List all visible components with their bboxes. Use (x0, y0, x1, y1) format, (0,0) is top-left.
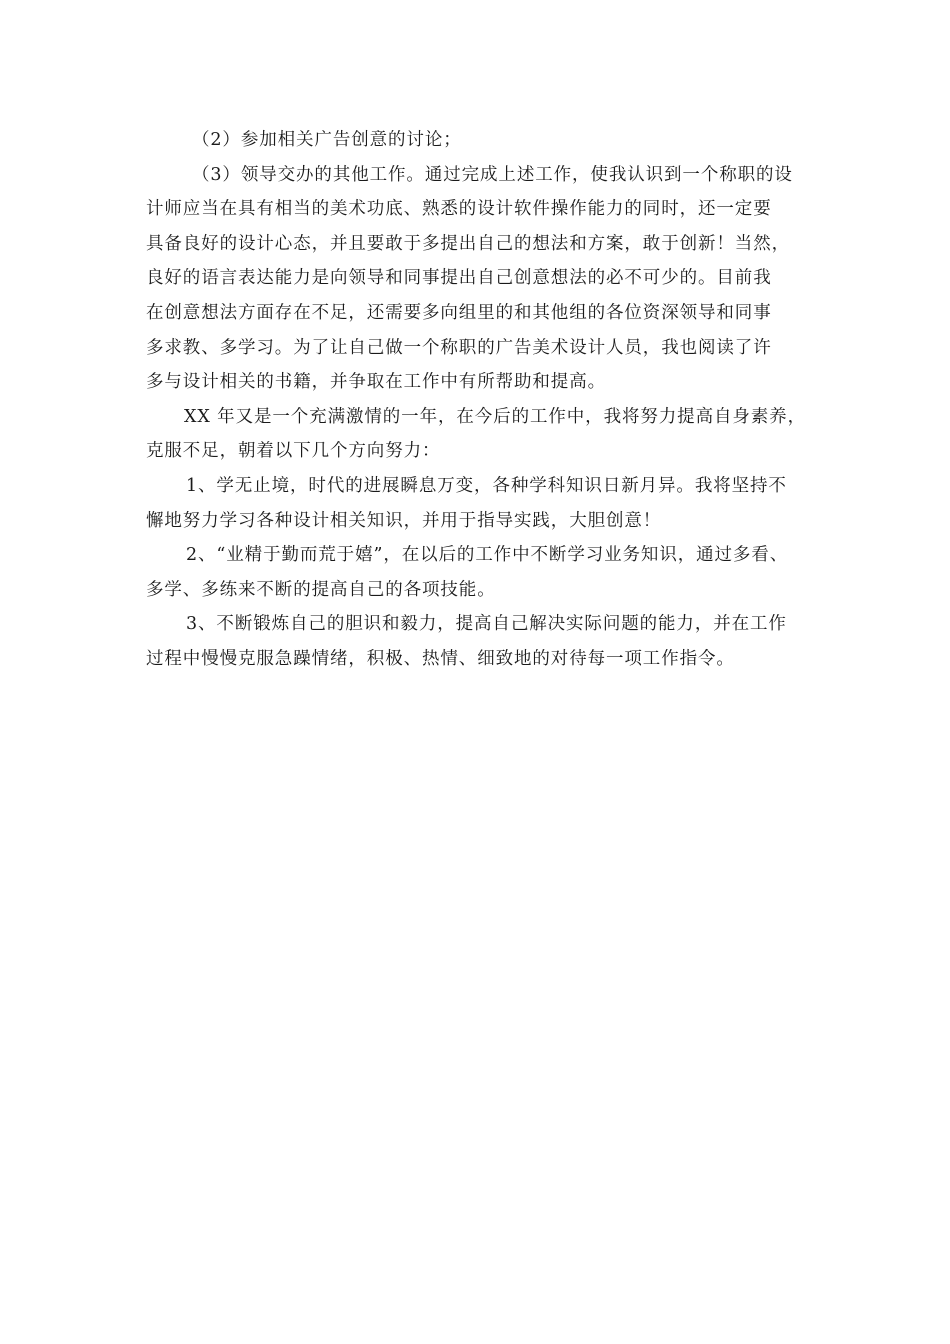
paragraph-line: 3、不断锻炼自己的胆识和毅力，提高自己解决实际问题的能力，并在工作 (186, 614, 787, 635)
paragraph-line: 计师应当在具有相当的美术功底、熟悉的设计软件操作能力的同时，还一定要 (146, 199, 772, 220)
paragraph-line: 多学、多练来不断的提高自己的各项技能。 (146, 579, 496, 600)
paragraph-line: 懈地努力学习各种设计相关知识，并用于指导实践，大胆创意！ (146, 510, 662, 531)
paragraph-line: 多求教、多学习。为了让自己做一个称职的广告美术设计人员，我也阅读了许 (146, 337, 772, 358)
paragraph-line: （2）参加相关广告创意的讨论； (192, 130, 462, 150)
paragraph-line: 2、“业精于勤而荒于嬉”，在以后的工作中不断学习业务知识，通过多看、 (186, 545, 789, 566)
paragraph-line: 多与设计相关的书籍，并争取在工作中有所帮助和提高。 (146, 372, 606, 393)
paragraph-line: XX 年又是一个充满激情的一年，在今后的工作中，我将努力提高自身素养， (184, 406, 806, 427)
paragraph-line: 具备良好的设计心态，并且要敢于多提出自己的想法和方案，敢于创新！当然， (146, 233, 790, 254)
paragraph-line: （3）领导交办的其他工作。通过完成上述工作，使我认识到一个称职的设 (192, 164, 793, 185)
paragraph-line: 过程中慢慢克服急躁情绪，积极、热情、细致地的对待每一项工作指令。 (146, 648, 735, 669)
document-body (146, 123, 826, 677)
paragraph-line: 良好的语言表达能力是向领导和同事提出自己创意想法的必不可少的。目前我 (146, 268, 772, 289)
paragraph-line: 1、学无止境，时代的进展瞬息万变，各种学科知识日新月异。我将坚持不 (186, 475, 787, 496)
paragraph-line: 在创意想法方面存在不足，还需要多向组里的和其他组的各位资深领导和同事 (146, 302, 772, 323)
paragraph-line: 克服不足，朝着以下几个方向努力： (146, 441, 441, 462)
